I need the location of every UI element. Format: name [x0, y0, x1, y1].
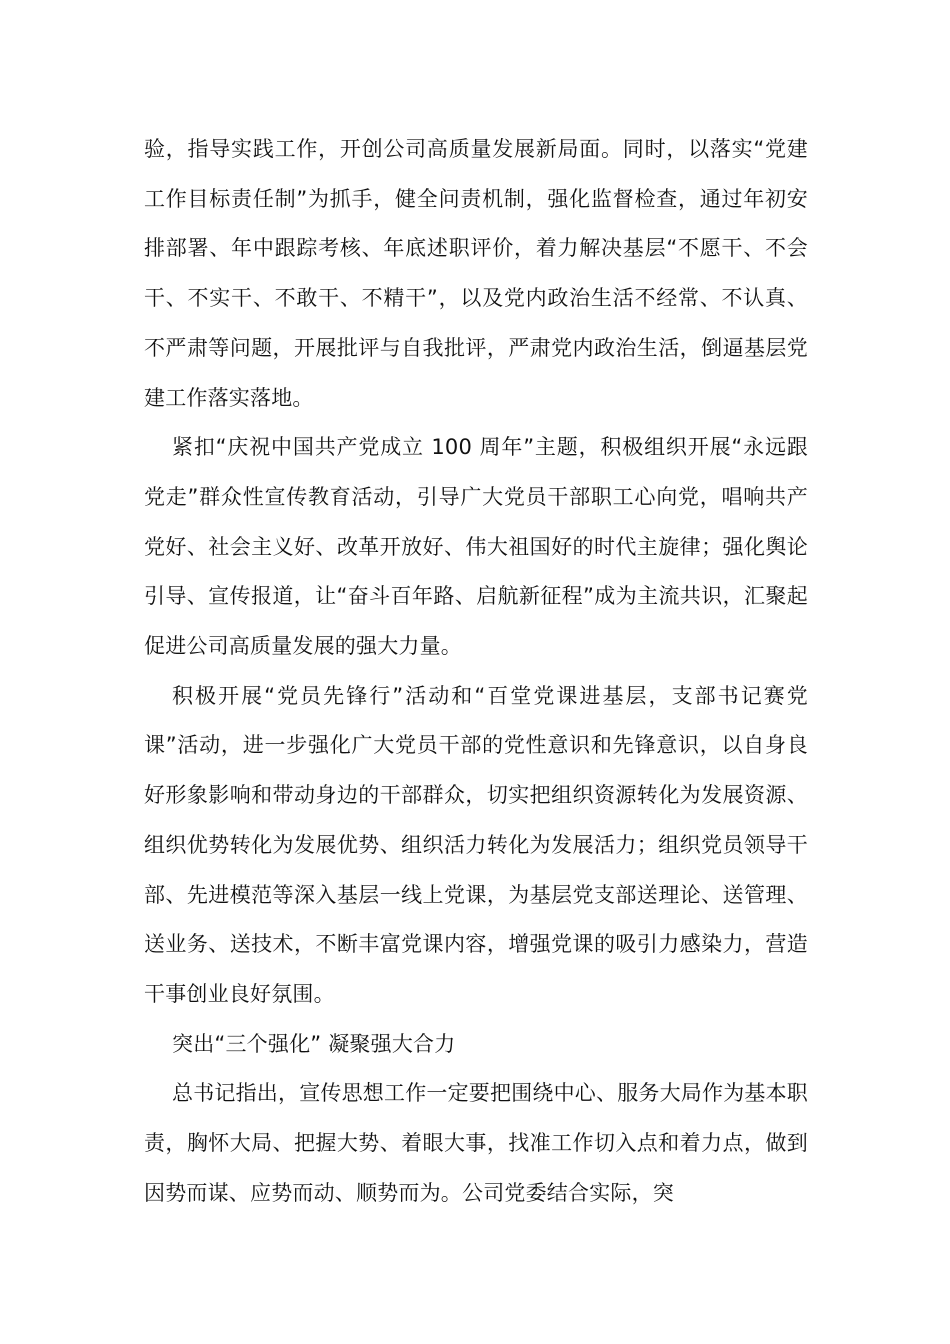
paragraph-party-lessons: 积极开展“党员先锋行”活动和“百堂党课进基层，支部书记赛党课”活动，进一步强化广大党员干部的党性意识和先锋意识，以自身良好形象影响和带动身边的干部群众，切实把组织资源转化为发展资源、组织优势转化为发展优势、组织活力转化为发展活力；组织党员领导干部、先进模范等深入基层一线上党课，为基层党支部送理论、送管理、送业务、送技术，不断丰富党课内容，增强党课的吸引力感染力，营造干事创业良好氛围。 — [144, 683, 808, 1006]
paragraph-continuation: 验，指导实践工作，开创公司高质量发展新局面。同时，以落实“党建工作目标责任制”为抓手，健全问责机制，强化监督检查，通过年初安排部署、年中跟踪考核、年底述职评价，着力解决基层“不愿干、不会干、不实干、不敢干、不精干”，以及党内政治生活不经常、不认真、不严肃等问题，开展批评与自我批评，严肃党内政治生活，倒逼基层党建工作落实落地。 — [144, 137, 808, 410]
document-body — [144, 125, 808, 1218]
section-heading: 突出“三个强化” 凝聚强大合力 — [172, 1031, 456, 1056]
paragraph-centenary-theme: 紧扣“庆祝中国共产党成立 100 周年”主题，积极组织开展“永远跟党走”群众性宣传教育活动，引导广大党员干部职工心向党，唱响共产党好、社会主义好、改革开放好、伟大祖国好的时代主旋律；强化舆论引导、宣传报道，让“奋斗百年路、启航新征程”成为主流共识，汇聚起促进公司高质量发展的强大力量。 — [144, 435, 808, 659]
paragraph-publicity-work: 总书记指出，宣传思想工作一定要把围绕中心、服务大局作为基本职责，胸怀大局、把握大势、着眼大事，找准工作切入点和着力点，做到因势而谋、应势而动、顺势而为。公司党委结合实际，突 — [144, 1081, 808, 1205]
